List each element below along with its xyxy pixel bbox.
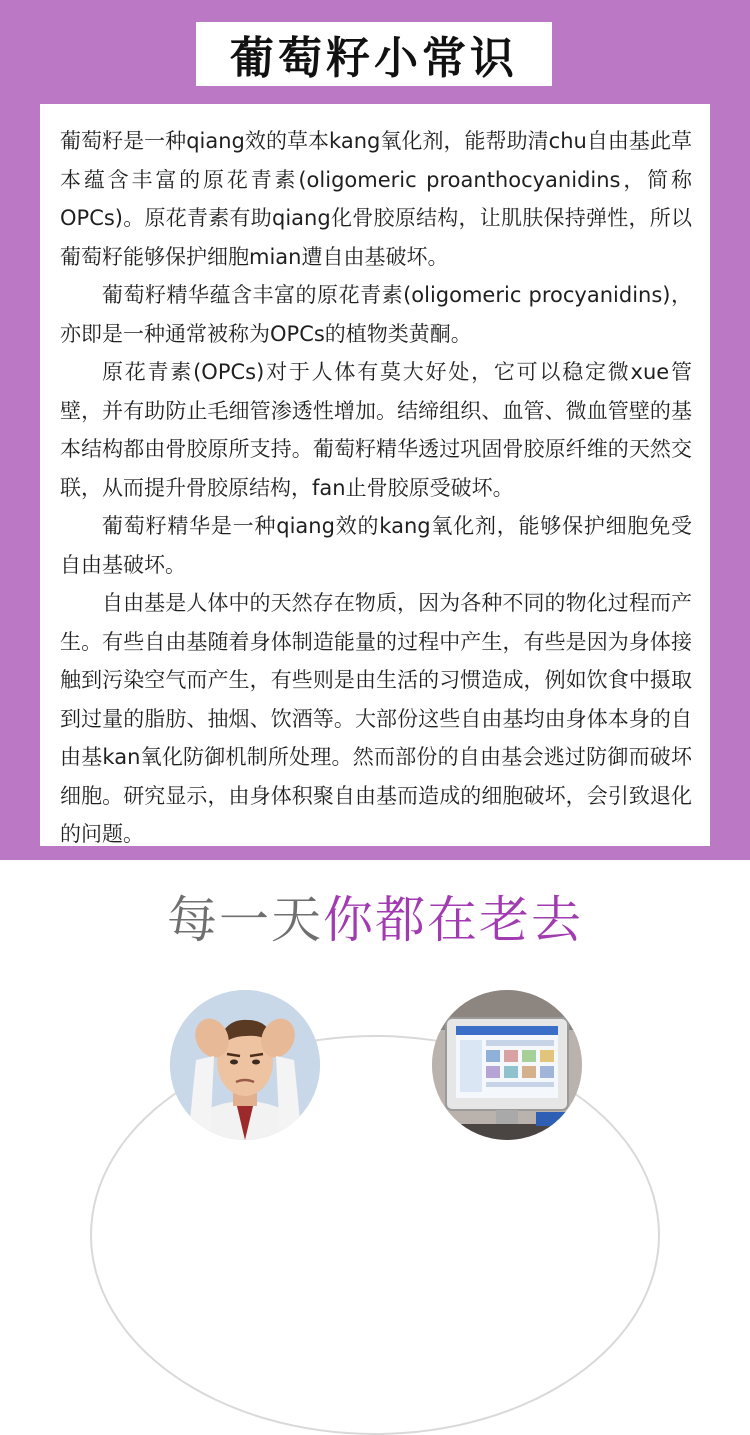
paragraph-1: 葡萄籽是一种qiang效的草本kang氧化剂，能帮助清chu自由基此草本蕴含丰富的原花青素(oligomeric proanthocyanidins，简称OPCs)。原花青素有助qiang化骨胶原结构，让肌肤保持弹性，所以葡萄籽能够保护细胞mian遭自由基破坏。 [60, 129, 692, 269]
paragraph-3: 原花青素(OPCs)对于人体有莫大好处，它可以稳定微xue管壁，并有助防止毛细管渗透性增加。结缔组织、血管、微血管壁的基本结构都由骨胶原所支持。葡萄籽精华透过巩固骨胶原纤维的天然交联，从而提升骨胶原结构，fan止骨胶原受破坏。 [60, 360, 692, 500]
slogan-part-1: 每一天 [167, 891, 323, 949]
text-panel [40, 104, 710, 846]
stressed-man-photo [170, 990, 320, 1140]
paragraph-5: 自由基是人体中的天然存在物质，因为各种不同的物化过程而产生。有些自由基随着身体制造能量的过程中产生，有些是因为身体接触到污染空气而产生，有些则是由生活的习惯造成，例如饮食中摄取到过量的脂肪、抽烟、饮酒等。大部份这些自由基均由身体本身的自由基kan氧化防御机制所处理。然而部份的自由基会逃过防御而破坏细胞。研究显示，由身体积聚自由基而造成的细胞破坏，会引致退化的问题。 [60, 591, 692, 846]
paragraph-4: 葡萄籽精华是一种qiang效的kang氧化剂，能够保护细胞免受自由基破坏。 [60, 514, 692, 577]
page-title: 葡萄籽小常识 [230, 33, 518, 84]
paragraph-2: 葡萄籽精华蕴含丰富的原花青素(oligomeric procyanidins)，亦即是一种通常被称为OPCs的植物类黄酮。 [60, 283, 692, 346]
slogan-part-2: 你都在老去 [323, 891, 583, 949]
title-banner [196, 22, 552, 86]
computer-monitor-photo [432, 990, 582, 1140]
slogan [0, 880, 750, 952]
